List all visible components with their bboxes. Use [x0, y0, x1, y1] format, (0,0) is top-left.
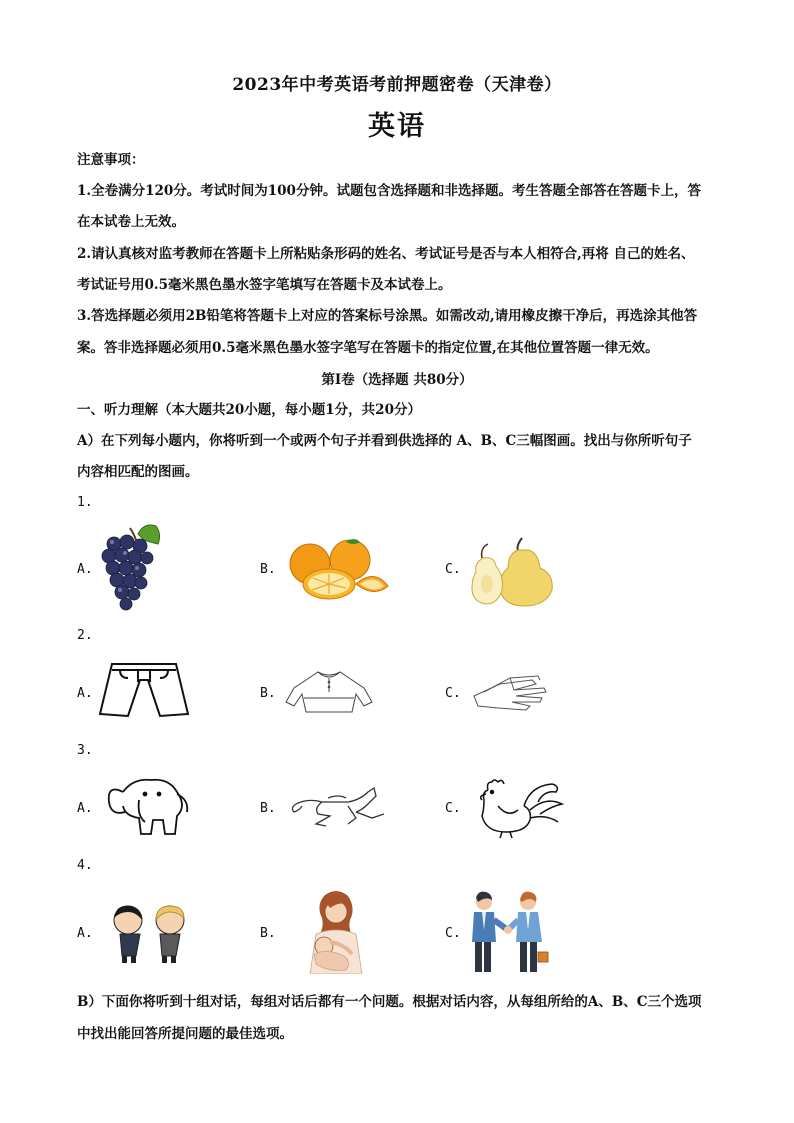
question-number: 2. — [77, 628, 93, 643]
option-label: A. — [77, 801, 93, 816]
notice-item-1-line-1: 1.全卷满分120分。考试时间为100分钟。试题包含选择题和非选择题。考生答题全部答在答题卡上，答 — [77, 183, 701, 199]
notice-heading: 注意事项： — [77, 152, 145, 168]
rooster-icon[interactable] — [474, 776, 566, 838]
option-label: B. — [260, 562, 276, 577]
option-label: C. — [445, 686, 461, 701]
gloves-icon[interactable] — [470, 672, 552, 712]
notice-item-3-line-2: 案。答非选择题必须用0.5毫米黑色墨水签字笔写在答题卡的指定位置,在其他位置答题一律无效。 — [77, 340, 659, 356]
notice-item-1-line-2: 在本试卷上无效。 — [77, 214, 185, 230]
question-number: 1. — [77, 495, 93, 510]
option-label: C. — [445, 926, 461, 941]
notice-item-2-line-2: 考试证号用0.5毫米黑色墨水签字笔填写在答题卡及本试卷上。 — [77, 277, 452, 293]
bowing-icon[interactable] — [100, 902, 198, 964]
option-label: B. — [260, 801, 276, 816]
horse-icon[interactable] — [288, 784, 388, 828]
partB-instruction-line-2: 中找出能回答所提问题的最佳选项。 — [77, 1026, 293, 1042]
grapes-icon[interactable] — [100, 520, 165, 616]
subject-title: 英语 — [368, 111, 426, 142]
mother-baby-icon[interactable] — [304, 888, 366, 974]
option-label: B. — [260, 926, 276, 941]
part1-title: 第Ⅰ卷（选择题 共80分） — [321, 372, 473, 388]
option-label: A. — [77, 562, 93, 577]
section1-title: 一、听力理解（本大题共20小题，每小题1分，共20分） — [77, 402, 421, 418]
option-label: C. — [445, 801, 461, 816]
option-label: C. — [445, 562, 461, 577]
handshake-icon[interactable] — [470, 890, 550, 976]
notice-item-3-line-1: 3.答选择题必须用2B铅笔将答题卡上对应的答案标号涂黑。如需改动,请用橡皮擦干净后，再选涂其他答 — [77, 308, 698, 324]
oranges-icon[interactable] — [284, 538, 390, 602]
dress-icon[interactable] — [284, 668, 374, 716]
trousers-icon[interactable] — [98, 660, 190, 718]
paper-title: 2023年中考英语考前押题密卷（天津卷） — [232, 75, 562, 95]
question-number: 3. — [77, 743, 93, 758]
notice-item-2-line-1: 2.请认真核对监考教师在答题卡上所粘贴条形码的姓名、考试证号是否与本人相符合,再将 自己的姓名、 — [77, 246, 695, 262]
option-label: A. — [77, 686, 93, 701]
option-label: A. — [77, 926, 93, 941]
question-number: 4. — [77, 858, 93, 873]
partA-instruction-line-2: 内容相匹配的图画。 — [77, 464, 199, 480]
elephant-icon[interactable] — [103, 772, 191, 838]
partB-instruction-line-1: B）下面你将听到十组对话，每组对话后都有一个问题。根据对话内容，从每组所给的A、B、C三个选项 — [77, 994, 702, 1010]
partA-instruction-line-1: A）在下列每小题内，你将听到一个或两个句子并看到供选择的 A、B、C三幅图画。找出与你所听句子 — [77, 433, 692, 449]
pears-icon[interactable] — [468, 532, 558, 608]
option-label: B. — [260, 686, 276, 701]
